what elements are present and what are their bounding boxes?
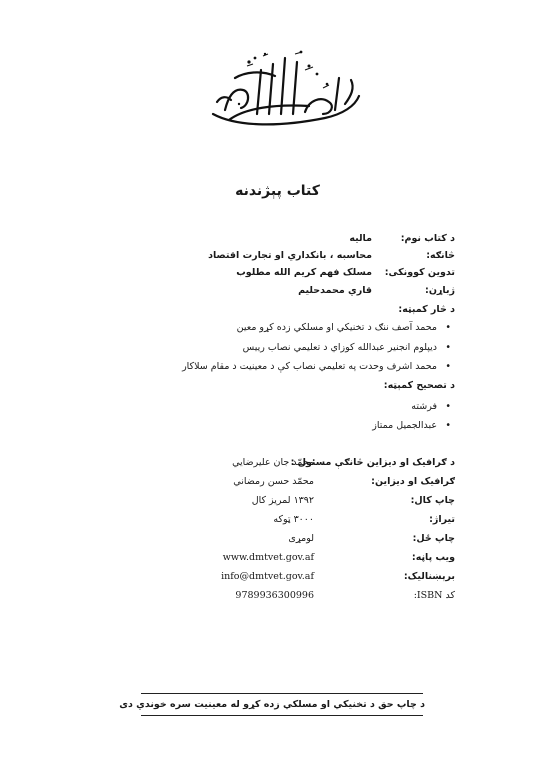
website-link[interactable]: www.dmtvet.gov.af: [222, 552, 314, 563]
print-year-value: ۱۳۹۲ لمریز کال: [251, 495, 314, 506]
department-value: محاسبه ، بانکداري او تجارت اقتصاد: [208, 250, 372, 261]
correction-committee-member: • فرشته: [411, 401, 437, 412]
graphics-head-label: د ګرافیک او دیزاین څانګې مسئول :: [290, 457, 455, 468]
review-committee-member: • محمد اشرف وحدت په تعلیمي نصاب کې د معینیت د مقام سلاکار: [182, 361, 437, 372]
website-label: ویب پاڼه:: [411, 552, 455, 563]
circulation-label: تیراژ:: [429, 514, 455, 525]
graphics-design-value: محمّد حسن رمضاني: [233, 476, 314, 487]
email-link[interactable]: info@dmtvet.gov.af: [221, 571, 314, 582]
print-edition-value: لومړی: [288, 533, 314, 544]
compiler-label: تدوین کوونکی:: [384, 267, 455, 278]
correction-committee-heading: د تصحیح کمېټه:: [383, 380, 455, 391]
translator-label: ژباړن:: [425, 285, 455, 296]
bismillah-calligraphy: [205, 44, 365, 130]
email-label: برېښنالیک:: [403, 571, 455, 582]
book-name-label: د کتاب نوم:: [400, 233, 455, 244]
review-committee-member: • محمد آصف ننګ د تخنیکي او مسلکي زده کړو معین: [237, 322, 437, 333]
translator-value: قاري محمدحلیم: [298, 285, 372, 296]
correction-committee-member: • عبدالجمیل ممتاز: [372, 420, 437, 431]
review-committee-member: • دیپلوم انجنیر عبدالله کوزاي د تعلیمي نصاب رییس: [243, 342, 437, 353]
isbn-value: 9789936300996: [235, 590, 314, 601]
review-committee-heading: د څار کمېټه:: [398, 304, 455, 315]
print-edition-label: چاپ ځل:: [412, 533, 455, 544]
footer-divider-top: [141, 693, 423, 694]
book-name-value: مالیه: [349, 233, 372, 244]
circulation-value: ۳۰۰۰ ټوکه: [273, 514, 314, 525]
copyright-notice: د چاپ حق د تخنیکي او مسلکي زده کړو له معینیت سره خوندي دی: [119, 699, 425, 710]
footer-divider-bottom: [141, 715, 423, 716]
department-label: څانګه:: [426, 250, 455, 261]
print-year-label: چاپ کال:: [410, 495, 455, 506]
compiler-value: مسلک فهم کریم الله مطلوب: [236, 267, 372, 278]
graphics-head-value: محمّد جان علیرضایي: [232, 457, 314, 468]
isbn-label: کد ISBN:: [413, 590, 455, 601]
page-title: کتاب پېژندنه: [235, 183, 320, 199]
graphics-design-label: ګرافیک او دیزاین:: [371, 476, 455, 487]
